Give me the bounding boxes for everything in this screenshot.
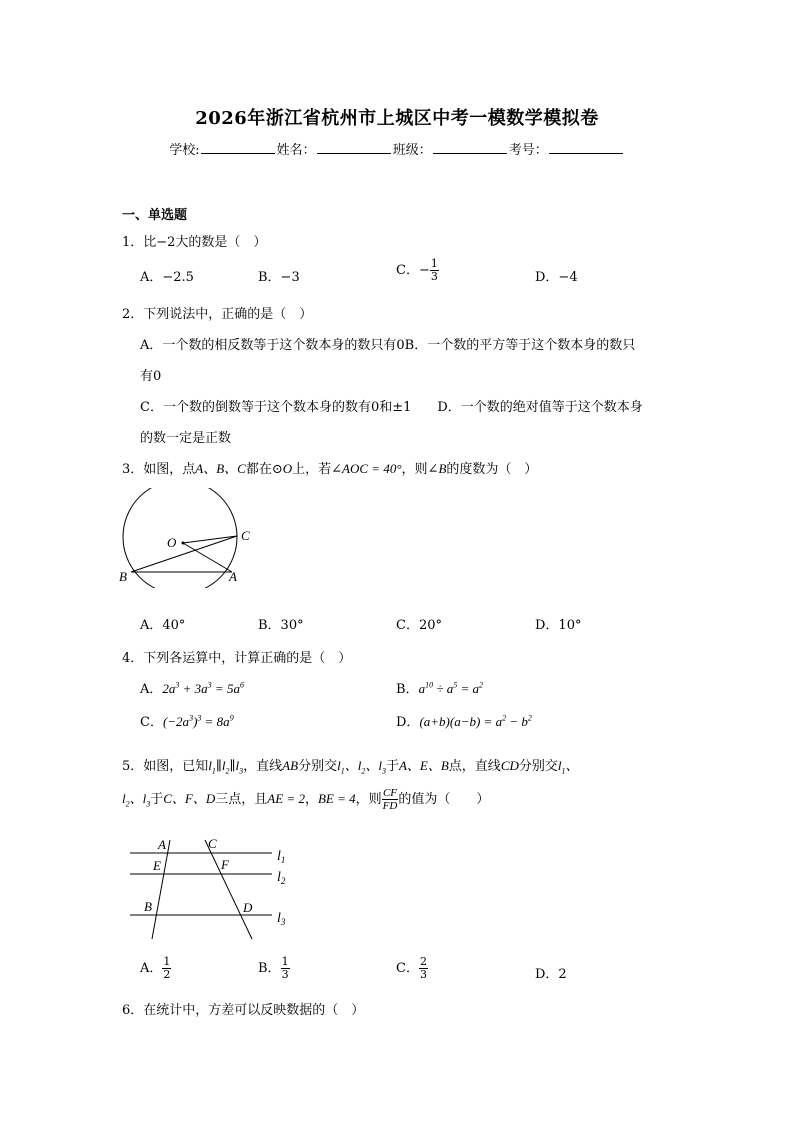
- q4-option-c[interactable]: C．$(-2a^3)^3 = 8a^9$: [140, 713, 234, 730]
- q3-stem: 3．如图，点A、B、C都在⊙O上，若∠AOC = 40°，则∠B的度数为（ ）: [122, 461, 538, 477]
- q5-stem-line-1: 5．如图，已知$l_1\parallel l_2\parallel l_3$，直线AB分别交$l_1$、$l_2$、$l_3$于A、E、B点，直线CD分别交$l_1$、: [122, 758, 579, 776]
- q4-option-a[interactable]: A．$2a^3 + 3a^3 = 5a^6$: [140, 680, 244, 697]
- school-label: 学校:: [169, 143, 200, 158]
- label-l2: $l_2$: [277, 870, 286, 886]
- page-title: 2026年浙江省杭州市上城区中考一模数学模拟卷: [195, 108, 599, 129]
- segment-oc: [183, 536, 237, 543]
- q4-option-b[interactable]: B．$a^{10} \div a^5 = a^2$: [396, 680, 483, 697]
- center-dot: [182, 542, 185, 545]
- name-label: 姓名：: [276, 143, 316, 158]
- q1-option-b[interactable]: B．−3: [258, 270, 300, 285]
- segment-bc: [131, 536, 237, 572]
- q2-stem: 2．下列说法中，正确的是（ ）: [122, 307, 313, 322]
- q1-stem: 1．比−2大的数是（ ）: [122, 235, 267, 250]
- q3-option-d[interactable]: D．10°: [535, 618, 582, 633]
- section-heading: 一、单选题: [122, 208, 188, 223]
- q1-option-c-fraction: $\frac{1}{3}$: [430, 257, 438, 283]
- q4-option-d[interactable]: D．$(a+b)(a-b) = a^2 - b^2$: [396, 713, 532, 730]
- exam-no-blank[interactable]: [549, 141, 623, 154]
- segment-oa: [183, 543, 232, 572]
- q3-option-b[interactable]: B．30°: [258, 618, 304, 633]
- name-blank[interactable]: [317, 141, 391, 154]
- q3-option-c[interactable]: C．20°: [396, 618, 442, 633]
- q6-stem: 6．在统计中，方差可以反映数据的（ ）: [122, 1003, 365, 1018]
- label-l3: $l_3$: [277, 911, 286, 927]
- label-l1: $l_1$: [277, 849, 286, 865]
- q5-option-b[interactable]: B． $\frac{1}{3}$: [258, 955, 289, 981]
- label-c: C: [241, 528, 250, 543]
- q5-option-c[interactable]: C． $\frac{2}{3}$: [396, 955, 427, 981]
- class-label: 班级：: [392, 143, 432, 158]
- q5-option-d[interactable]: D．2: [535, 967, 567, 982]
- line-cd: [205, 840, 252, 939]
- q5-fraction: $\frac{CF}{FD}$: [382, 787, 398, 812]
- q1-option-a[interactable]: A．−2.5: [140, 270, 194, 285]
- q4-stem: 4．下列各运算中，计算正确的是（ ）: [122, 651, 352, 666]
- label-b: B: [144, 899, 152, 914]
- q3-option-a[interactable]: A．40°: [140, 618, 186, 633]
- label-d: D: [243, 900, 253, 915]
- label-f: F: [221, 857, 229, 872]
- label-c: C: [208, 836, 217, 851]
- label-b: B: [119, 569, 127, 584]
- q1-option-c-prefix: C．−: [396, 263, 430, 278]
- line-ab: [152, 840, 170, 939]
- label-a: A: [158, 837, 166, 852]
- q3-circle-figure: [115, 488, 265, 588]
- q5-stem-line-2: $l_2$、$l_3$于C、F、D三点，且AE = 2，BE = 4，则 $\frac{CF}{FD}$ 的值为（ ）: [122, 787, 490, 812]
- q2-line-3[interactable]: C．一个数的倒数等于这个数本身的数有0和±1 D．一个数的绝对值等于这个数本身: [140, 400, 643, 415]
- q2-line-2: 有0: [140, 369, 162, 384]
- q1-option-c[interactable]: [396, 258, 439, 283]
- q2-line-4: 的数一定是正数: [140, 431, 232, 446]
- exam-no-label: 考号：: [508, 143, 548, 158]
- label-a: A: [229, 569, 237, 584]
- student-info-line: [0, 139, 794, 158]
- class-blank[interactable]: [433, 141, 507, 154]
- q1-option-d[interactable]: D．−4: [535, 270, 578, 285]
- q2-line-1[interactable]: A．一个数的相反数等于这个数本身的数只有0B．一个数的平方等于这个数本身的数只: [140, 338, 636, 353]
- label-e: E: [153, 858, 161, 873]
- school-blank[interactable]: [201, 141, 275, 154]
- q5-option-a[interactable]: A． $\frac{1}{2}$: [140, 955, 171, 981]
- label-o: O: [167, 535, 177, 550]
- q5-parallel-lines-figure: [125, 835, 300, 945]
